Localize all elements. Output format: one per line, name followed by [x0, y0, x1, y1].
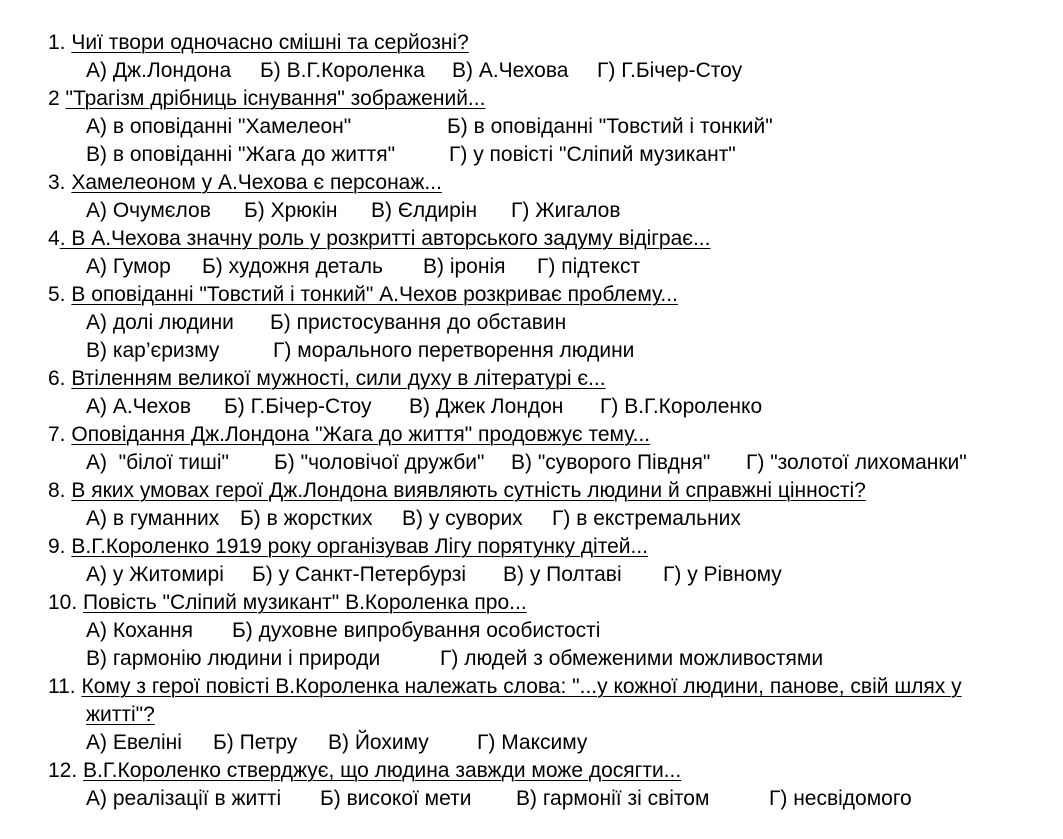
question-number: 7. [48, 423, 72, 446]
answer-option[interactable]: Г) Жигалов [511, 199, 621, 222]
answer-option[interactable]: Г) несвідомого [769, 787, 912, 810]
answer-option[interactable]: Г) "золотої лихоманки" [746, 451, 967, 474]
question-text: . В А.Чехова значну роль у розкритті авторського задуму відіграє... [59, 227, 711, 250]
question-number: 4 [48, 227, 60, 250]
answer-option[interactable]: А) долі людини [86, 311, 234, 334]
answer-option[interactable]: А) реалізації в житті [86, 787, 282, 810]
question-11 [48, 674, 962, 700]
answer-option[interactable]: Г) підтекст [537, 255, 641, 278]
question-number: 5. [48, 283, 72, 306]
answer-option[interactable]: Г) у повісті "Сліпий музикант" [449, 143, 736, 166]
question-number: 9. [48, 535, 72, 558]
question-2 [48, 86, 485, 112]
answer-option[interactable]: В) у Полтаві [503, 563, 622, 586]
question-number: 2 [48, 87, 66, 110]
question-number: 11. [48, 675, 82, 698]
answer-option[interactable]: Г) людей з обмеженими можливостями [440, 647, 824, 670]
answer-option[interactable]: А) в оповіданні "Хамелеон" [86, 115, 352, 138]
answer-option[interactable]: Б) в оповіданні "Товстий і тонкий" [447, 115, 773, 138]
answer-option[interactable]: В) гармонію людини і природи [86, 647, 381, 670]
question-9 [48, 534, 648, 560]
question-7 [48, 422, 650, 448]
answer-option[interactable]: Б) у Санкт-Петербурзі [252, 563, 467, 586]
answer-option[interactable]: А) в гуманних [86, 507, 220, 530]
answer-option[interactable]: В) Йохиму [328, 731, 429, 754]
answer-option[interactable]: Б) Хрюкін [244, 199, 338, 222]
question-text: Чиї твори одночасно смішні та серйозні? [71, 31, 469, 54]
answer-option[interactable]: Б) Петру [213, 731, 298, 754]
answer-option[interactable]: Б) духовне випробування особистості [232, 619, 601, 642]
question-text: В оповіданні "Товстий і тонкий" А.Чехов розкриває проблему... [71, 283, 678, 306]
answer-option[interactable]: Б) художня деталь [202, 255, 383, 278]
answer-option[interactable]: Г) В.Г.Короленко [600, 395, 763, 418]
question-4 [48, 226, 710, 252]
question-1 [48, 30, 469, 56]
answer-option[interactable]: Б) "чоловічої дружби" [274, 451, 485, 474]
question-3 [48, 170, 442, 196]
answer-option[interactable]: Г) у Рівному [663, 563, 782, 586]
question-number: 6. [48, 367, 72, 390]
answer-option[interactable]: А) Кохання [86, 619, 194, 642]
answer-option[interactable]: А) Дж.Лондона [86, 59, 232, 82]
answer-option[interactable]: Б) пристосування до обставин [270, 311, 567, 334]
answer-option[interactable]: В) Джек Лондон [409, 395, 564, 418]
question-text-continued: житті"? [86, 703, 155, 726]
answer-option[interactable]: В) у суворих [402, 507, 523, 530]
question-11-continued [86, 702, 155, 728]
answer-option[interactable]: Б) В.Г.Короленка [260, 59, 425, 82]
question-text: Кому з герої повісті В.Короленка належать слова: "...у кожної людини, панове, свій шлях у [81, 675, 962, 698]
question-text: Оповідання Дж.Лондона "Жага до життя" продовжує тему... [71, 423, 651, 446]
question-6 [48, 366, 606, 392]
question-number: 3. [48, 171, 72, 194]
answer-option[interactable]: А) "білої тиші" [86, 451, 229, 474]
answer-option[interactable]: А) Очумєлов [86, 199, 211, 222]
answer-option[interactable]: А) Евеліні [86, 731, 182, 754]
question-text: В яких умовах герої Дж.Лондона виявляють сутність людини й справжні цінності? [71, 479, 866, 502]
question-5 [48, 282, 678, 308]
question-text: Хамелеоном у А.Чехова є персонаж... [71, 171, 442, 194]
answer-option[interactable]: А) у Житомирі [86, 563, 224, 586]
question-12 [48, 758, 681, 784]
answer-option[interactable]: Б) Г.Бічер-Стоу [224, 395, 372, 418]
question-text: В.Г.Короленко стверджує, що людина завжди може досягти... [83, 759, 682, 782]
answer-option[interactable]: В) А.Чехова [452, 59, 569, 82]
question-text: "Трагізм дрібниць існування" зображений... [65, 87, 486, 110]
answer-option[interactable]: В) в оповіданні "Жага до життя" [86, 143, 396, 166]
answer-option[interactable]: А) А.Чехов [86, 395, 191, 418]
answer-option[interactable]: А) Гумор [86, 255, 171, 278]
answer-option[interactable]: Б) в жорстких [240, 507, 373, 530]
question-text: Повість "Сліпий музикант" В.Короленка про... [83, 591, 527, 614]
question-number: 10. [48, 591, 84, 614]
answer-option[interactable]: Б) високої мети [320, 787, 472, 810]
answer-option[interactable]: Г) в екстремальних [552, 507, 741, 530]
question-8 [48, 478, 866, 504]
answer-option[interactable]: Г) Максиму [477, 731, 588, 754]
question-number: 1. [48, 31, 72, 54]
question-10 [48, 590, 527, 616]
answer-option[interactable]: В) кар’єризму [86, 339, 220, 362]
answer-option[interactable]: В) "суворого Півдня" [511, 451, 711, 474]
answer-option[interactable]: В) гармонії зі світом [516, 787, 710, 810]
question-text: Втіленням великої мужності, сили духу в літературі є... [71, 367, 606, 390]
answer-option[interactable]: В) іронія [423, 255, 506, 278]
answer-option[interactable]: В) Єлдирін [371, 199, 478, 222]
question-text: В.Г.Короленко 1919 року організував Лігу порятунку дітей... [71, 535, 648, 558]
answer-option[interactable]: Г) морального перетворення людини [273, 339, 635, 362]
question-number: 8. [48, 479, 72, 502]
answer-option[interactable]: Г) Г.Бічер-Стоу [597, 59, 743, 82]
question-number: 12. [48, 759, 84, 782]
